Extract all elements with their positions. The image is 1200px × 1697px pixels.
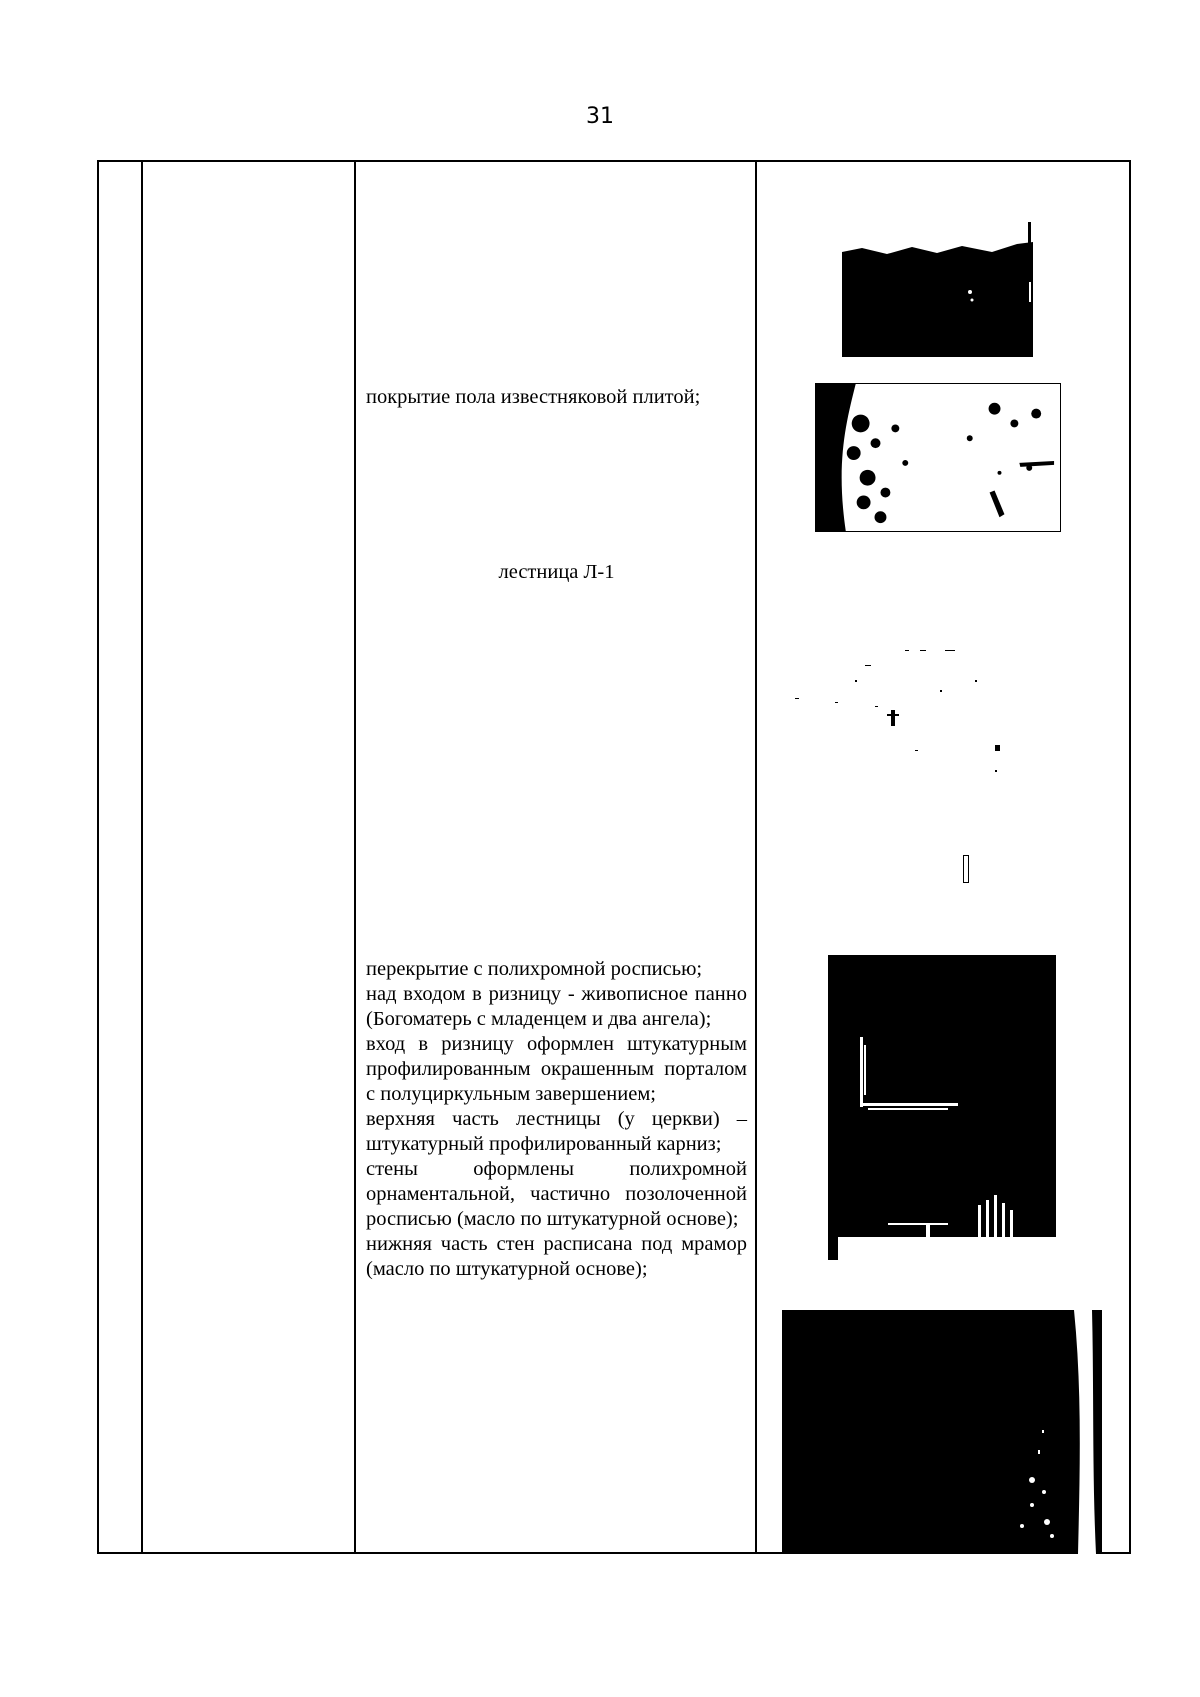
paragraph: верхняя часть лестницы (у церкви) – штукатурный профилированный карниз;: [366, 1108, 747, 1155]
paragraph: перекрытие с полихромной росписью;: [366, 958, 703, 980]
paragraph: вход в ризницу оформлен штукатурным профилированным окрашенным порталом с полуциркульным завершением;: [366, 1033, 747, 1105]
stair-description: [366, 957, 747, 1282]
column-divider-1: [141, 160, 143, 1554]
paragraph: нижняя часть стен расписана под мрамор (масло по штукатурной основе);: [366, 1233, 747, 1280]
small-mark: [963, 855, 969, 883]
floor-description: покрытие пола известняковой плитой;: [366, 386, 701, 408]
column-divider-2: [354, 160, 356, 1554]
stair-faded-photo: [795, 650, 1005, 790]
page-number: 31: [586, 104, 614, 129]
floor-limestone-photo: [815, 383, 1061, 532]
paragraph: над входом в ризницу - живописное панно (Богоматерь с младенцем и два ангела);: [366, 983, 747, 1030]
sacristy-portal-photo: [828, 955, 1056, 1260]
column-divider-3: [755, 160, 757, 1554]
paragraph: стены оформлены полихромной орнаментальной, частично позолоченной росписью (масло по штукатурной основе);: [366, 1158, 747, 1230]
stair-heading: лестница Л-1: [498, 561, 615, 583]
ceiling-photo: [842, 222, 1033, 357]
wall-painting-photo: [782, 1310, 1102, 1554]
